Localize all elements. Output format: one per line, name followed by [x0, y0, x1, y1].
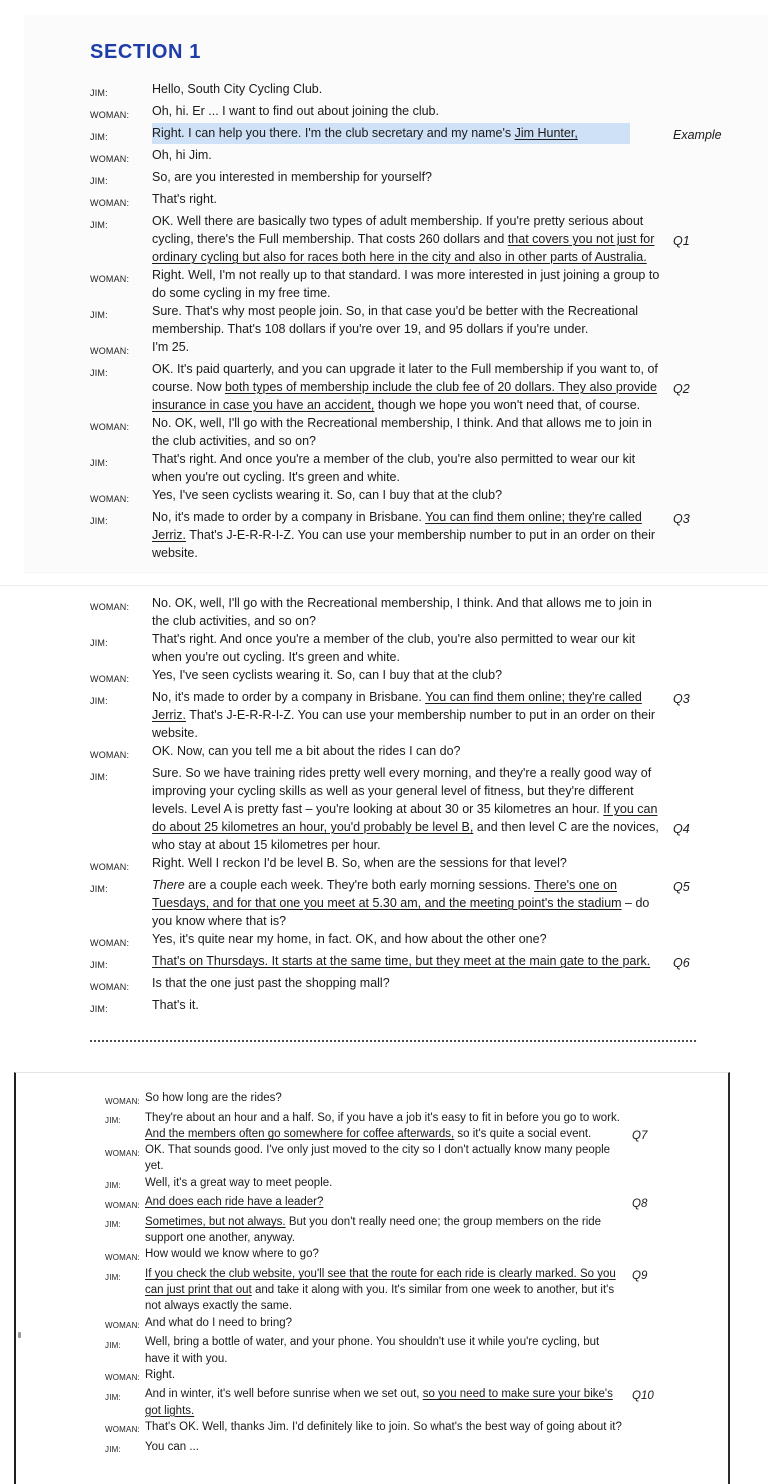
question-marker: Q2	[673, 382, 690, 396]
dialogue-turn	[105, 1439, 728, 1459]
speaker-label: WOMAN:	[105, 1200, 140, 1210]
dialogue-turn	[105, 1090, 728, 1110]
dialogue-text: That's right. And once you're a member of the club, you're also permitted to wear our kit when you're out cycling. It's green and white.	[152, 452, 636, 484]
dialogue-text: No, it's made to order by a company in Brisbane. You can find them online; they're called Jerriz. That's J-E-R-R-I-Z. You can use your membership number to put in an order on their website.	[152, 690, 656, 740]
dotted-separator	[90, 1040, 696, 1042]
dialogue-list-2	[90, 594, 768, 1018]
section-title: SECTION 1	[90, 41, 201, 63]
dialogue-text: OK. It's paid quarterly, and you can upgrade it later to the Full membership if you want to, of course. Now both types of membership include the club fee of 20 dollars. They also provide insurance in case you have an accident, though we hope you won't need that, of course.	[152, 362, 658, 412]
dialogue-text: Oh, hi Jim.	[152, 148, 212, 162]
dialogue-turn	[105, 1334, 728, 1366]
dialogue-text: Right.	[145, 1368, 176, 1381]
dialogue-text: You can ...	[145, 1440, 199, 1453]
dialogue-text: That's it.	[152, 998, 199, 1012]
speaker-label: JIM:	[105, 1272, 121, 1282]
dialogue-text: And does each ride have a leader?	[145, 1196, 324, 1209]
question-marker: Q10	[632, 1390, 654, 1403]
dialogue-turn	[105, 1315, 728, 1335]
dialogue-turn	[90, 630, 768, 666]
speaker-label: JIM:	[90, 960, 108, 970]
dialogue-text: That's OK. Well, thanks Jim. I'd definitely like to join. So what's the best way of going about it?	[145, 1420, 622, 1433]
speaker-label: WOMAN:	[90, 494, 130, 504]
speaker-label: WOMAN:	[90, 110, 130, 120]
speaker-label: JIM:	[90, 176, 108, 186]
question-marker: Q4	[673, 822, 690, 836]
dialogue-turn	[90, 212, 768, 266]
dialogue-turn	[90, 338, 768, 360]
speaker-label: JIM:	[90, 88, 108, 98]
dialogue-turn	[105, 1386, 728, 1418]
dialogue-text: There are a couple each week. They're both early morning sessions. There's one on Tuesdays, and for that one you meet at 5.30 am, and the meeting point's the stadium – do you know where that is?	[152, 878, 650, 928]
dialogue-text: That's right.	[152, 192, 217, 206]
dialogue-text: Yes, I've seen cyclists wearing it. So, can I buy that at the club?	[152, 488, 503, 502]
dialogue-turn	[90, 930, 768, 952]
dialogue-turn	[105, 1367, 728, 1387]
speaker-label: WOMAN:	[105, 1148, 140, 1158]
dialogue-text: No. OK, well, I'll go with the Recreational membership, I think. And that allows me to join in the club activities, and so on?	[152, 596, 652, 628]
question-marker: Q3	[673, 512, 690, 526]
dialogue-text: OK. Now, can you tell me a bit about the rides I can do?	[152, 744, 461, 758]
question-marker: Q3	[673, 692, 690, 706]
speaker-label: JIM:	[90, 516, 108, 526]
dialogue-text: Oh, hi. Er ... I want to find out about joining the club.	[152, 104, 439, 118]
dialogue-turn	[90, 974, 768, 996]
dialogue-turn	[90, 266, 768, 302]
question-marker: Q1	[673, 234, 690, 248]
transcript-block-3	[14, 1072, 730, 1484]
dialogue-turn	[90, 688, 768, 742]
dialogue-turn	[90, 486, 768, 508]
speaker-label: JIM:	[105, 1445, 121, 1455]
dialogue-turn	[90, 854, 768, 876]
example-marker: Example	[673, 128, 722, 142]
speaker-label: WOMAN:	[105, 1252, 140, 1262]
dialogue-turn	[105, 1110, 728, 1142]
dialogue-turn	[90, 124, 768, 146]
speaker-label: WOMAN:	[90, 862, 130, 872]
speaker-label: WOMAN:	[105, 1096, 140, 1106]
speaker-label: JIM:	[105, 1181, 121, 1191]
speaker-label: JIM:	[90, 132, 108, 142]
dialogue-text: Yes, it's quite near my home, in fact. OK, and how about the other one?	[152, 932, 547, 946]
dialogue-turn	[105, 1419, 728, 1439]
dialogue-list-3	[105, 1090, 728, 1458]
question-marker: Q9	[632, 1270, 648, 1283]
speaker-label: JIM:	[90, 220, 108, 230]
speaker-label: JIM:	[90, 458, 108, 468]
dialogue-turn	[90, 302, 768, 338]
dialogue-turn	[90, 876, 768, 930]
dialogue-text: And what do I need to bring?	[145, 1316, 293, 1329]
dialogue-text: Right. Well, I'm not really up to that standard. I was more interested in just joining a group to do some cycling in my free time.	[152, 268, 660, 300]
speaker-label: WOMAN:	[105, 1321, 140, 1331]
speaker-label: JIM:	[90, 310, 108, 320]
dialogue-turn	[90, 80, 768, 102]
dialogue-turn	[90, 666, 768, 688]
transcript-block-1	[24, 15, 768, 573]
dialogue-turn	[90, 952, 768, 974]
speaker-label: WOMAN:	[90, 154, 130, 164]
speaker-label: WOMAN:	[90, 422, 130, 432]
dialogue-text: And in winter, it's well before sunrise when we set out, so you need to make sure your bike's got lights.	[145, 1388, 613, 1417]
dialogue-turn	[105, 1266, 728, 1315]
dialogue-text: No, it's made to order by a company in Brisbane. You can find them online; they're called Jerriz. That's J-E-R-R-I-Z. You can use your membership number to put in an order on their website.	[152, 510, 656, 560]
speaker-label: JIM:	[105, 1392, 121, 1402]
dialogue-turn	[90, 996, 768, 1018]
dialogue-text: Sure. So we have training rides pretty well every morning, and they're a really good way of improving your cycling skills as well as your general level of fitness, but they're different levels. Level A is pretty fast – you're looking at about 30 or 35 kilometres an hour. If you can do about 25 kilometres an hour, you'd probably be level B, and then level C are the novices, who stay at about 15 kilometres per hour.	[152, 766, 659, 852]
dialogue-text: I'm 25.	[152, 340, 190, 354]
dialogue-turn	[90, 594, 768, 630]
speaker-label: JIM:	[90, 638, 108, 648]
dialogue-turn	[90, 168, 768, 190]
speaker-label: WOMAN:	[105, 1373, 140, 1383]
speaker-label: JIM:	[105, 1340, 121, 1350]
dialogue-turn	[105, 1246, 728, 1266]
dialogue-turn	[90, 190, 768, 212]
speaker-label: JIM:	[90, 696, 108, 706]
dialogue-list-1	[90, 80, 768, 562]
scan-artifact	[18, 1332, 21, 1338]
speaker-label: JIM:	[105, 1220, 121, 1230]
dialogue-text: So how long are the rides?	[145, 1092, 282, 1104]
dialogue-text: If you check the club website, you'll see that the route for each ride is clearly marked. So you can just print that out and take it along with you. It's similar from one week to another, but it's not always exactly the same.	[145, 1268, 616, 1313]
transcript-block-2	[0, 585, 768, 1056]
dialogue-turn	[105, 1142, 728, 1174]
question-marker: Q7	[632, 1129, 648, 1142]
question-marker: Q6	[673, 956, 690, 970]
dialogue-turn	[105, 1194, 728, 1214]
speaker-label: WOMAN:	[90, 982, 130, 992]
dialogue-text	[152, 124, 660, 142]
dialogue-turn	[90, 450, 768, 486]
dialogue-turn	[105, 1175, 728, 1195]
dialogue-text: They're about an hour and a half. So, if you have a job it's easy to fit in before you go to work. And the members often go somewhere for coffee afterwards, so it's quite a social event.	[145, 1111, 620, 1140]
speaker-label: WOMAN:	[90, 938, 130, 948]
dialogue-text: Well, bring a bottle of water, and your phone. You shouldn't use it while you're cycling, but have it with you.	[145, 1336, 600, 1365]
speaker-label: WOMAN:	[90, 198, 130, 208]
dialogue-text: Sometimes, but not always. But you don't really need one; the group members on the ride support one another, anyway.	[145, 1215, 602, 1245]
dialogue-turn	[90, 360, 768, 414]
dialogue-text: That's on Thursdays. It starts at the same time, but they meet at the main gate to the park.	[152, 954, 651, 968]
dialogue-text: Right. Well I reckon I'd be level B. So, when are the sessions for that level?	[152, 856, 567, 870]
dialogue-turn	[90, 102, 768, 124]
speaker-label: WOMAN:	[90, 674, 130, 684]
dialogue-text: Hello, South City Cycling Club.	[152, 82, 323, 96]
speaker-label: WOMAN:	[90, 602, 130, 612]
dialogue-text: How would we know where to go?	[145, 1248, 319, 1261]
dialogue-text: So, are you interested in membership for yourself?	[152, 170, 432, 184]
dialogue-text: Sure. That's why most people join. So, in that case you'd be better with the Recreational membership. That's 108 dollars if you're over 19, and 95 dollars if you're under.	[152, 304, 639, 336]
dialogue-text: OK. That sounds good. I've only just moved to the city so I don't actually know many people yet.	[145, 1144, 611, 1173]
dialogue-turn	[90, 414, 768, 450]
question-marker: Q8	[632, 1198, 648, 1211]
dialogue-turn	[90, 508, 768, 562]
dialogue-text: OK. Well there are basically two types of adult membership. If you're pretty serious about cycling, there's the Full membership. That costs 260 dollars and that covers you not just for ordinary cycling but also for races both here in the city and also in other parts of Australia.	[152, 214, 655, 264]
speaker-label: JIM:	[90, 772, 108, 782]
dialogue-text: Well, it's a great way to meet people.	[145, 1176, 333, 1189]
question-marker: Q5	[673, 880, 690, 894]
dialogue-text: No. OK, well, I'll go with the Recreational membership, I think. And that allows me to join in the club activities, and so on?	[152, 416, 652, 448]
dialogue-text: Is that the one just past the shopping mall?	[152, 976, 390, 990]
dialogue-turn	[105, 1214, 728, 1246]
dialogue-text: Yes, I've seen cyclists wearing it. So, can I buy that at the club?	[152, 668, 503, 682]
dialogue-turn	[90, 742, 768, 764]
speaker-label: WOMAN:	[90, 346, 130, 356]
speaker-label: WOMAN:	[90, 750, 130, 760]
speaker-label: JIM:	[90, 1004, 108, 1014]
dialogue-turn	[90, 764, 768, 854]
speaker-label: WOMAN:	[105, 1425, 140, 1435]
speaker-label: WOMAN:	[90, 274, 130, 284]
speaker-label: JIM:	[105, 1116, 121, 1126]
dialogue-text: That's right. And once you're a member of the club, you're also permitted to wear our kit when you're out cycling. It's green and white.	[152, 632, 636, 664]
speaker-label: JIM:	[90, 884, 108, 894]
speaker-label: JIM:	[90, 368, 108, 378]
dialogue-turn	[90, 146, 768, 168]
example-highlight: Right. I can help you there. I'm the club secretary and my name's Jim Hunter,	[152, 123, 630, 144]
